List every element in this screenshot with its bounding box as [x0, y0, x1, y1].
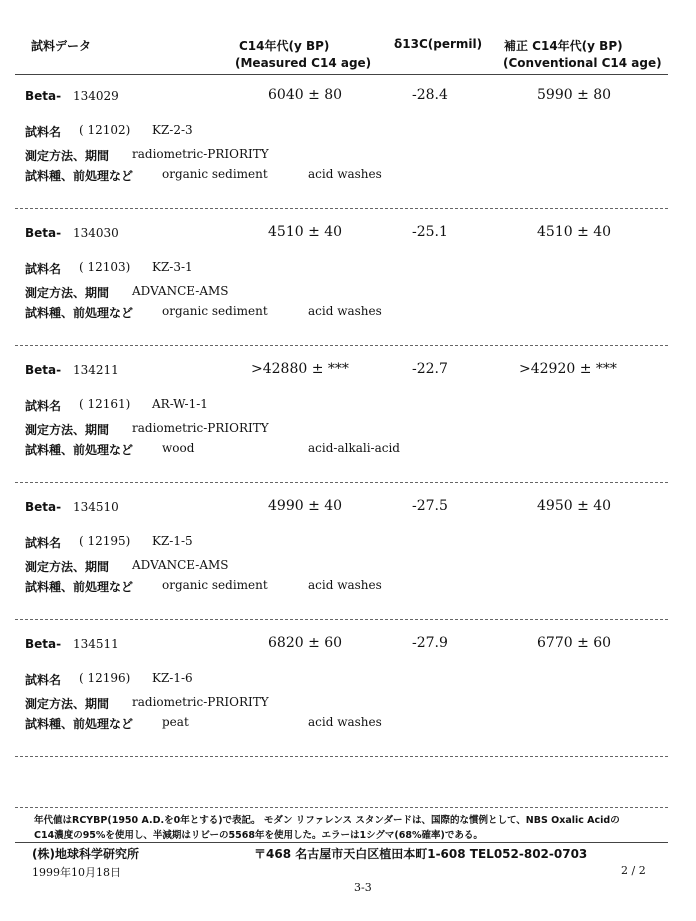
material-label: 試料種、前処理など: [25, 717, 134, 731]
measured-age-header-en: (Measured C14 age): [235, 56, 372, 70]
material-label: 試料種、前処理など: [25, 443, 134, 457]
pretreatment-value: acid washes: [308, 578, 382, 592]
sample-divider: [15, 482, 668, 483]
measured-age: 6040 ± 80: [268, 87, 343, 103]
delta-c13: -25.1: [412, 224, 448, 240]
material-value: wood: [162, 441, 195, 455]
delta-c13: -28.4: [412, 87, 448, 103]
report-date: 1999年10月18日: [32, 866, 121, 879]
method-value: radiometric-PRIORITY: [132, 147, 269, 161]
conventional-age: 5990 ± 80: [537, 87, 612, 103]
sample-name-label: 試料名: [25, 125, 62, 139]
material-value: organic sediment: [162, 578, 268, 592]
footnote-line-2: C14濃度の95%を使用し、半減期はリビーの5568年を使用した。エラーは1シグマ(68%確率)である。: [34, 830, 483, 841]
page-indicator: 2 / 2: [621, 864, 646, 877]
sample-code: KZ-1-6: [152, 671, 193, 685]
sample-divider: [15, 208, 668, 209]
sample-divider: [15, 756, 668, 757]
footer-divider: [15, 807, 668, 808]
footer-rule: [15, 842, 668, 843]
delta-c13: -27.9: [412, 635, 448, 651]
sample-name-label: 試料名: [25, 673, 62, 687]
method-label: 測定方法、期間: [25, 560, 110, 574]
material-label: 試料種、前処理など: [25, 580, 134, 594]
method-label: 測定方法、期間: [25, 697, 110, 711]
pretreatment-value: acid washes: [308, 167, 382, 181]
measured-age: 4510 ± 40: [268, 224, 343, 240]
sample-id: ( 12161): [79, 397, 131, 411]
conventional-age: 4510 ± 40: [537, 224, 612, 240]
measured-age: 4990 ± 40: [268, 498, 343, 514]
sample-code: KZ-1-5: [152, 534, 193, 548]
measured-age: >42880 ± ***: [251, 361, 349, 377]
method-label: 測定方法、期間: [25, 286, 110, 300]
sample-divider: [15, 345, 668, 346]
delta-c13: -27.5: [412, 498, 448, 514]
beta-number: 134510: [73, 500, 119, 514]
material-value: organic sediment: [162, 167, 268, 181]
material-value: organic sediment: [162, 304, 268, 318]
sample-name-label: 試料名: [25, 536, 62, 550]
measured-age-header: C14年代(y BP): [239, 39, 330, 53]
delta-c13: -22.7: [412, 361, 448, 377]
conventional-age-header: 補正 C14年代(y BP): [504, 39, 623, 53]
sample-id: ( 12196): [79, 671, 131, 685]
footnote-line-1: 年代値はRCYBP(1950 A.D.を0年とする)で表記。 モダン リファレンス スタンダードは、国際的な慣例として、NBS Oxalic Acidの: [34, 815, 620, 826]
material-label: 試料種、前処理など: [25, 306, 134, 320]
conventional-age: 4950 ± 40: [537, 498, 612, 514]
company-address: 〒468 名古屋市天白区植田本町1-608 TEL052-802-0703: [254, 847, 588, 861]
material-label: 試料種、前処理など: [25, 169, 134, 183]
beta-label: Beta-: [25, 89, 62, 103]
conventional-age: >42920 ± ***: [519, 361, 617, 377]
method-value: ADVANCE-AMS: [132, 558, 229, 572]
sample-code: AR-W-1-1: [152, 397, 208, 411]
conventional-age: 6770 ± 60: [537, 635, 612, 651]
delta-c13-header: δ13C(permil): [394, 37, 483, 51]
sample-divider: [15, 619, 668, 620]
pretreatment-value: acid washes: [308, 715, 382, 729]
sample-id: ( 12103): [79, 260, 131, 274]
beta-number: 134030: [73, 226, 119, 240]
material-value: peat: [162, 715, 189, 729]
pretreatment-value: acid washes: [308, 304, 382, 318]
sample-id: ( 12195): [79, 534, 131, 548]
beta-label: Beta-: [25, 500, 62, 514]
sample-data-header: 試料データ: [31, 39, 92, 53]
beta-number: 134211: [73, 363, 119, 377]
sample-code: KZ-3-1: [152, 260, 193, 274]
sample-name-label: 試料名: [25, 399, 62, 413]
beta-label: Beta-: [25, 637, 62, 651]
sample-code: KZ-2-3: [152, 123, 193, 137]
page-number: 3-3: [354, 881, 372, 894]
conventional-age-header-en: (Conventional C14 age): [503, 56, 662, 70]
sample-id: ( 12102): [79, 123, 131, 137]
header-divider: [15, 74, 668, 75]
beta-label: Beta-: [25, 363, 62, 377]
method-value: ADVANCE-AMS: [132, 284, 229, 298]
pretreatment-value: acid-alkali-acid: [308, 441, 400, 455]
company-name: (株)地球科学研究所: [32, 847, 139, 861]
measured-age: 6820 ± 60: [268, 635, 343, 651]
method-value: radiometric-PRIORITY: [132, 421, 269, 435]
beta-label: Beta-: [25, 226, 62, 240]
method-label: 測定方法、期間: [25, 423, 110, 437]
sample-name-label: 試料名: [25, 262, 62, 276]
beta-number: 134511: [73, 637, 119, 651]
method-value: radiometric-PRIORITY: [132, 695, 269, 709]
beta-number: 134029: [73, 89, 119, 103]
method-label: 測定方法、期間: [25, 149, 110, 163]
